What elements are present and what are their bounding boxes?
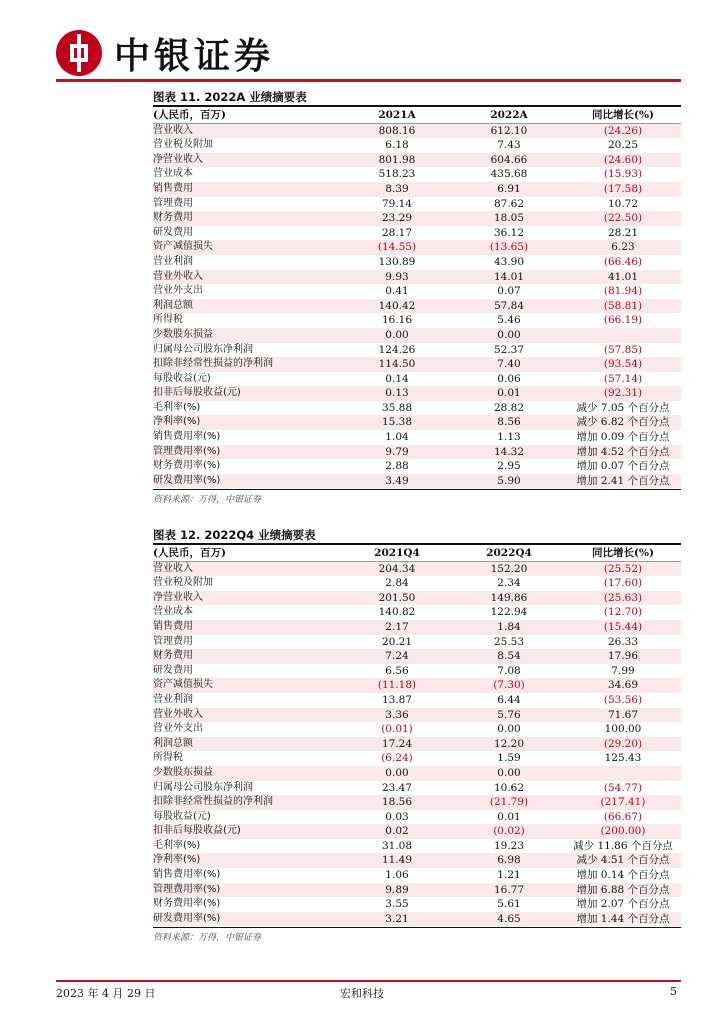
table-row — [153, 839, 681, 854]
cell-value: 15.38 — [341, 415, 453, 430]
table-2-top-rule — [153, 543, 681, 545]
cell-value: 9.79 — [341, 445, 453, 460]
table-row — [153, 255, 681, 270]
cell-value: 100.00 — [604, 723, 642, 736]
footer-divider — [56, 980, 681, 982]
cell-value: 23.47 — [381, 781, 413, 794]
row-label: 营业成本 — [153, 606, 193, 618]
cell-value: 71.67 — [565, 708, 681, 723]
cell-value: 0.13 — [341, 386, 453, 401]
cell-value: 14.01 — [453, 270, 565, 285]
table-row — [153, 853, 681, 868]
row-label: 少数股东损益 — [153, 766, 341, 781]
cell-value: 增加 6.88 个百分点 — [565, 883, 681, 898]
cell-value: 0.00 — [453, 766, 565, 781]
cell-value: 9.89 — [341, 883, 453, 898]
table-row — [153, 357, 681, 372]
cell-value: 1.13 — [497, 431, 521, 444]
cell-value: 20.25 — [607, 139, 639, 152]
cell-value: 5.46 — [497, 314, 521, 327]
cell-value: 0.00 — [341, 328, 453, 343]
page-number: 5 — [670, 985, 677, 998]
cell-value: (14.55) — [341, 240, 453, 255]
column-header-yoy: 同比增长(%) — [565, 108, 681, 123]
table-row — [153, 620, 681, 635]
row-label: 营业成本 — [153, 168, 193, 180]
table-row — [153, 328, 681, 343]
table-header-row — [153, 108, 681, 123]
cell-value: (92.31) — [565, 386, 681, 401]
cell-value: (17.60) — [603, 577, 643, 590]
row-label: 净营业收入 — [153, 591, 341, 606]
cell-value: 612.10 — [453, 123, 565, 138]
cell-value: 2.88 — [385, 460, 409, 473]
table-row — [153, 576, 681, 591]
table-row — [153, 868, 681, 883]
cell-value: 1.21 — [497, 869, 521, 882]
cell-value: 41.01 — [565, 270, 681, 285]
cell-value: (6.24) — [381, 752, 413, 765]
row-label: 营业税及附加 — [153, 577, 213, 589]
cell-value: 16.16 — [381, 314, 413, 327]
row-label: 扣除非经常性损益的净利润 — [153, 357, 341, 372]
cell-value: 36.12 — [493, 226, 525, 239]
cell-value: 201.50 — [341, 591, 453, 606]
cell-value: 3.55 — [385, 898, 409, 911]
table-1-title: 图表 11. 2022A 业绩摘要表 — [153, 90, 307, 104]
row-label: 研发费用 — [153, 664, 193, 676]
cell-value: 7.43 — [497, 139, 521, 152]
column-header-2021a: 2021A — [341, 108, 453, 123]
table-row — [153, 810, 681, 825]
table-1-bottom-rule — [153, 489, 681, 490]
cell-value: 518.23 — [378, 168, 416, 181]
cell-value: (29.20) — [565, 737, 681, 752]
cell-value: 6.23 — [565, 240, 681, 255]
cell-value: 8.56 — [453, 415, 565, 430]
column-header-yoy: 同比增长(%) — [565, 546, 681, 561]
table-row — [153, 299, 681, 314]
cell-value: 4.65 — [453, 912, 565, 927]
column-header-2022a: 2022A — [453, 108, 565, 123]
cell-value — [565, 328, 681, 343]
table-row — [153, 123, 681, 138]
table-2-title: 图表 12. 2022Q4 业绩摘要表 — [153, 528, 316, 542]
row-label: 所得税 — [153, 314, 183, 326]
row-label: 扣非后每股收益(元) — [153, 386, 341, 401]
table-row — [153, 649, 681, 664]
cell-value: 3.21 — [341, 912, 453, 927]
row-label: 所得税 — [153, 752, 183, 764]
table-row — [153, 561, 681, 576]
cell-value: 减少 11.86 个百分点 — [573, 839, 673, 852]
table-row — [153, 912, 681, 927]
table-row — [153, 708, 681, 723]
row-label: 营业收入 — [153, 561, 341, 576]
cell-value: 10.72 — [607, 197, 639, 210]
cell-value: (93.54) — [565, 357, 681, 372]
cell-value: 0.01 — [497, 810, 521, 823]
page-header — [56, 22, 681, 80]
cell-value: 114.50 — [341, 357, 453, 372]
cell-value: 7.40 — [453, 357, 565, 372]
cell-value: 7.24 — [341, 649, 453, 664]
table-row — [153, 883, 681, 898]
cell-value: 7.99 — [611, 664, 635, 677]
cell-value: 26.33 — [607, 635, 639, 648]
cell-value: 0.00 — [341, 766, 453, 781]
cell-value: 16.77 — [453, 883, 565, 898]
brand-name: 中银证券 — [114, 36, 275, 77]
table-row — [153, 313, 681, 328]
cell-value: (22.50) — [565, 211, 681, 226]
cell-value: 31.08 — [381, 839, 413, 852]
cell-value: 7.08 — [497, 664, 521, 677]
cell-value: 204.34 — [341, 561, 453, 576]
row-label: 营业利润 — [153, 255, 193, 267]
cell-value: (57.85) — [603, 343, 643, 356]
table-header-row — [153, 546, 681, 561]
row-label: 毛利率(%) — [153, 401, 201, 413]
cell-value: 28.82 — [493, 401, 525, 414]
cell-value: 0.41 — [385, 285, 409, 298]
column-header-unit: (人民币，百万) — [153, 108, 341, 123]
table-row — [153, 226, 681, 241]
table-row — [153, 766, 681, 781]
cell-value: 8.39 — [341, 182, 453, 197]
table-row — [153, 897, 681, 912]
cell-value: 12.20 — [453, 737, 565, 752]
cell-value: 减少 4.51 个百分点 — [565, 853, 681, 868]
cell-value: (0.02) — [453, 824, 565, 839]
cell-value: 增加 0.07 个百分点 — [576, 460, 670, 473]
cell-value: (7.30) — [453, 678, 565, 693]
cell-value: 6.44 — [497, 693, 521, 706]
cell-value: 5.90 — [453, 474, 565, 489]
row-label: 财务费用 — [153, 211, 341, 226]
cell-value: 0.07 — [497, 285, 521, 298]
column-header-2022q4: 2022Q4 — [453, 546, 565, 561]
table-row — [153, 664, 681, 679]
table-row — [153, 795, 681, 810]
cell-value: (12.70) — [603, 606, 643, 619]
row-label: 营业利润 — [153, 693, 193, 705]
table-row — [153, 167, 681, 182]
table-row — [153, 415, 681, 430]
row-label: 营业外收入 — [153, 270, 341, 285]
row-label: 研发费用率(%) — [153, 474, 341, 489]
bank-logo-icon — [56, 30, 102, 76]
cell-value: 122.94 — [490, 606, 528, 619]
cell-value: 减少 6.82 个百分点 — [565, 415, 681, 430]
table-2-bottom-rule — [153, 927, 681, 928]
table-row — [153, 722, 681, 737]
table-1-source: 资料来源：万得，中银证券 — [153, 495, 262, 505]
cell-value: 1.59 — [497, 752, 521, 765]
table-row — [153, 401, 681, 416]
cell-value: 5.76 — [453, 708, 565, 723]
cell-value: (81.94) — [603, 285, 643, 298]
row-label: 扣非后每股收益(元) — [153, 824, 341, 839]
report-date: 2023 年 4 月 29 日 — [56, 987, 156, 1000]
table-row — [153, 693, 681, 708]
row-label: 财务费用率(%) — [153, 898, 221, 910]
row-label: 管理费用 — [153, 197, 193, 209]
cell-value: (15.93) — [603, 168, 643, 181]
table-row — [153, 386, 681, 401]
row-label: 资产减值损失 — [153, 678, 341, 693]
cell-value: 增加 2.41 个百分点 — [565, 474, 681, 489]
cell-value: 52.37 — [493, 343, 525, 356]
cell-value: 增加 0.14 个百分点 — [576, 869, 670, 882]
row-label: 销售费用 — [153, 182, 341, 197]
cell-value: 79.14 — [381, 197, 413, 210]
table-row — [153, 751, 681, 766]
cell-value: 604.66 — [453, 153, 565, 168]
row-label: 归属母公司股东净利润 — [153, 781, 253, 793]
cell-value: 增加 1.44 个百分点 — [565, 912, 681, 927]
cell-value: 130.89 — [378, 255, 416, 268]
cell-value: 增加 0.09 个百分点 — [576, 431, 670, 444]
table-row — [153, 459, 681, 474]
row-label: 净利率(%) — [153, 415, 341, 430]
cell-value: 3.36 — [341, 708, 453, 723]
cell-value: (53.56) — [603, 693, 643, 706]
cell-value: (217.41) — [565, 795, 681, 810]
cell-value: 2.84 — [385, 577, 409, 590]
cell-value: 减少 7.05 个百分点 — [576, 401, 670, 414]
cell-value: 0.00 — [497, 723, 521, 736]
cell-value: (66.19) — [603, 314, 643, 327]
table-row — [153, 211, 681, 226]
cell-value — [565, 766, 681, 781]
table-row — [153, 781, 681, 796]
table-row — [153, 635, 681, 650]
row-label: 营业税及附加 — [153, 139, 213, 151]
cell-value: 17.96 — [565, 649, 681, 664]
cell-value: 28.21 — [607, 226, 639, 239]
cell-value: 6.91 — [453, 182, 565, 197]
table-row — [153, 737, 681, 752]
company-name: 宏和科技 — [340, 987, 384, 1000]
cell-value: 2.95 — [497, 460, 521, 473]
table-row — [153, 372, 681, 387]
row-label: 管理费用率(%) — [153, 445, 341, 460]
cell-value: 28.17 — [381, 226, 413, 239]
summary-table-2022a — [153, 108, 681, 488]
cell-value: (11.18) — [341, 678, 453, 693]
row-label: 少数股东损益 — [153, 328, 341, 343]
table-row — [153, 197, 681, 212]
table-row — [153, 270, 681, 285]
table-row — [153, 240, 681, 255]
row-label: 毛利率(%) — [153, 839, 201, 851]
row-label: 营业收入 — [153, 123, 341, 138]
table-2-source: 资料来源：万得，中银证券 — [153, 933, 262, 943]
cell-value: (13.65) — [453, 240, 565, 255]
table-row — [153, 605, 681, 620]
table-row — [153, 182, 681, 197]
cell-value: 13.87 — [381, 693, 413, 706]
cell-value: 1.06 — [385, 869, 409, 882]
table-row — [153, 153, 681, 168]
table-row — [153, 591, 681, 606]
cell-value: 0.00 — [453, 328, 565, 343]
cell-value: 1.84 — [453, 620, 565, 635]
cell-value: (0.01) — [381, 723, 413, 736]
row-label: 扣除非经常性损益的净利润 — [153, 795, 341, 810]
cell-value: 18.56 — [341, 795, 453, 810]
cell-value: 1.04 — [385, 431, 409, 444]
cell-value: 2.17 — [341, 620, 453, 635]
row-label: 销售费用率(%) — [153, 431, 221, 443]
cell-value: 0.14 — [385, 372, 409, 385]
cell-value: 18.05 — [453, 211, 565, 226]
cell-value: 6.98 — [453, 853, 565, 868]
column-header-unit: (人民币，百万) — [153, 546, 341, 561]
cell-value: 87.62 — [493, 197, 525, 210]
row-label: 净营业收入 — [153, 153, 341, 168]
cell-value: 0.01 — [453, 386, 565, 401]
cell-value: (17.58) — [565, 182, 681, 197]
cell-value: 34.69 — [565, 678, 681, 693]
row-label: 财务费用率(%) — [153, 460, 221, 472]
cell-value: 11.49 — [341, 853, 453, 868]
row-label: 利润总额 — [153, 737, 341, 752]
cell-value: (21.79) — [453, 795, 565, 810]
row-label: 归属母公司股东净利润 — [153, 343, 253, 355]
row-label: 财务费用 — [153, 649, 341, 664]
header-divider — [56, 79, 681, 82]
table-row — [153, 430, 681, 445]
row-label: 管理费用率(%) — [153, 883, 341, 898]
table-row — [153, 138, 681, 153]
cell-value: (200.00) — [565, 824, 681, 839]
row-label: 利润总额 — [153, 299, 341, 314]
cell-value: 17.24 — [341, 737, 453, 752]
cell-value: 57.84 — [453, 299, 565, 314]
table-row — [153, 284, 681, 299]
cell-value: 5.61 — [497, 898, 521, 911]
table-row — [153, 474, 681, 489]
summary-table-2022q4 — [153, 546, 681, 926]
cell-value: 6.18 — [385, 139, 409, 152]
row-label: 每股收益(元) — [153, 372, 211, 384]
row-label: 销售费用 — [153, 620, 341, 635]
cell-value: 增加 4.52 个百分点 — [565, 445, 681, 460]
row-label: 营业外收入 — [153, 708, 341, 723]
cell-value: 35.88 — [381, 401, 413, 414]
cell-value: 808.16 — [341, 123, 453, 138]
cell-value: 0.03 — [385, 810, 409, 823]
cell-value: 149.86 — [453, 591, 565, 606]
cell-value: (66.46) — [603, 255, 643, 268]
cell-value: 124.26 — [378, 343, 416, 356]
cell-value: 增加 2.07 个百分点 — [576, 898, 670, 911]
cell-value: 152.20 — [453, 561, 565, 576]
cell-value: (25.52) — [565, 561, 681, 576]
cell-value: 8.54 — [453, 649, 565, 664]
table-row — [153, 445, 681, 460]
row-label: 资产减值损失 — [153, 240, 341, 255]
table-1-top-rule — [153, 105, 681, 107]
row-label: 净利率(%) — [153, 853, 341, 868]
cell-value: (25.63) — [565, 591, 681, 606]
cell-value: 43.90 — [493, 255, 525, 268]
cell-value: (15.44) — [565, 620, 681, 635]
cell-value: 140.42 — [341, 299, 453, 314]
row-label: 研发费用 — [153, 226, 193, 238]
cell-value: 9.93 — [341, 270, 453, 285]
row-label: 管理费用 — [153, 635, 193, 647]
cell-value: (24.26) — [565, 123, 681, 138]
column-header-2021q4: 2021Q4 — [341, 546, 453, 561]
cell-value: (24.60) — [565, 153, 681, 168]
table-row — [153, 824, 681, 839]
cell-value: 6.56 — [385, 664, 409, 677]
cell-value: 23.29 — [341, 211, 453, 226]
cell-value: 10.62 — [493, 781, 525, 794]
row-label: 研发费用率(%) — [153, 912, 341, 927]
row-label: 销售费用率(%) — [153, 869, 221, 881]
cell-value: 0.06 — [497, 372, 521, 385]
cell-value: (66.67) — [603, 810, 643, 823]
cell-value: 125.43 — [604, 752, 642, 765]
cell-value: (57.14) — [603, 372, 643, 385]
cell-value: (58.81) — [565, 299, 681, 314]
cell-value: 14.32 — [453, 445, 565, 460]
cell-value: 2.34 — [497, 577, 521, 590]
cell-value: 140.82 — [378, 606, 416, 619]
row-label: 每股收益(元) — [153, 810, 211, 822]
table-row — [153, 678, 681, 693]
cell-value: 3.49 — [341, 474, 453, 489]
cell-value: 0.02 — [341, 824, 453, 839]
cell-value: 435.68 — [490, 168, 528, 181]
cell-value: 801.98 — [341, 153, 453, 168]
cell-value: (54.77) — [603, 781, 643, 794]
cell-value: 25.53 — [493, 635, 525, 648]
cell-value: 19.23 — [493, 839, 525, 852]
cell-value: 20.21 — [381, 635, 413, 648]
table-row — [153, 343, 681, 358]
row-label: 营业外支出 — [153, 285, 203, 297]
row-label: 营业外支出 — [153, 723, 203, 735]
